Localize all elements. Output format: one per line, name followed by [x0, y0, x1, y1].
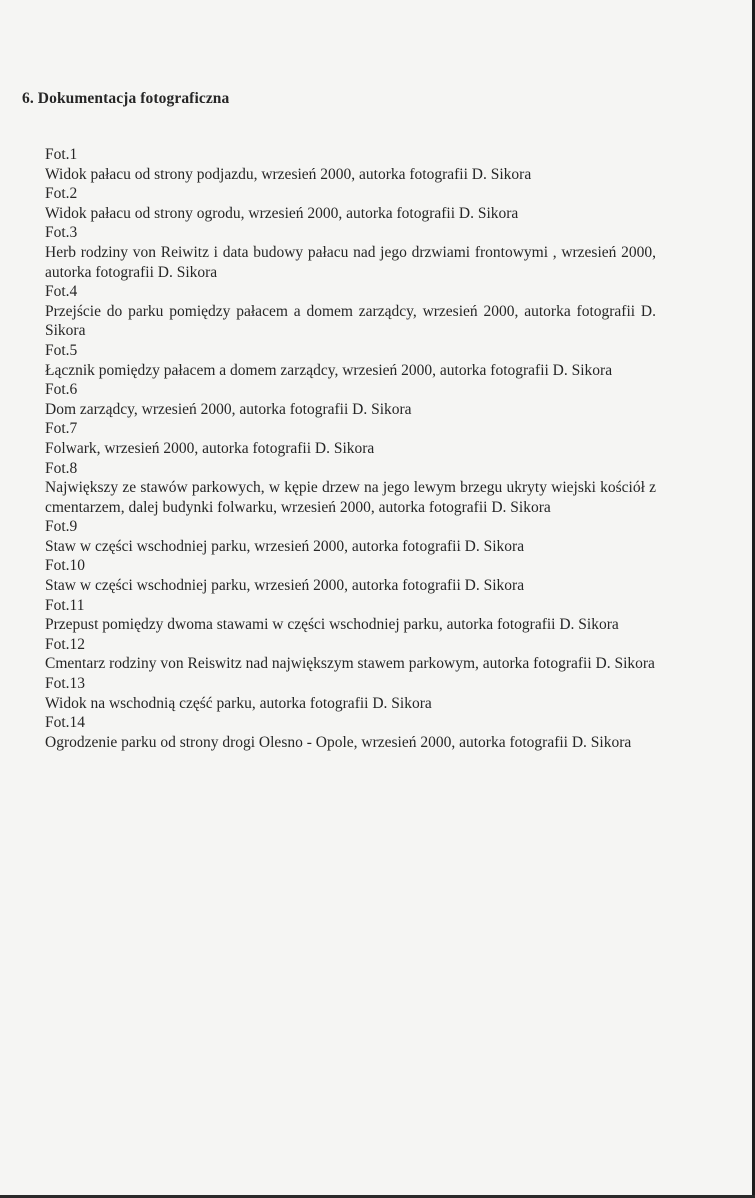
photo-entry-13: [45, 674, 656, 713]
photo-entry-10: [45, 556, 656, 595]
photo-description: Herb rodziny von Reiwitz i data budowy pałacu nad jego drzwiami frontowymi , wrzesień 2000, autorka fotografii D. Sikora: [45, 243, 656, 281]
photo-label: Fot.9: [45, 518, 78, 536]
photo-label: Fot.5: [45, 341, 78, 359]
photo-caption-list: [45, 145, 656, 752]
photo-description: Ogrodzenie parku od strony drogi Olesno - Opole, wrzesień 2000, autorka fotografii D. Sikora: [45, 733, 632, 751]
photo-label: Fot.6: [45, 381, 78, 399]
photo-description: Widok pałacu od strony ogrodu, wrzesień 2000, autorka fotografii D. Sikora: [45, 204, 519, 222]
section-heading: 6. Dokumentacja fotograficzna: [22, 90, 230, 107]
photo-description: Łącznik pomiędzy pałacem a domem zarządcy, wrzesień 2000, autorka fotografii D. Sikora: [45, 361, 613, 379]
photo-entry-3: [45, 223, 656, 282]
photo-label: Fot.4: [45, 283, 78, 301]
photo-description: Dom zarządcy, wrzesień 2000, autorka fotografii D. Sikora: [45, 400, 412, 418]
photo-entry-2: [45, 184, 656, 223]
photo-description: Przejście do parku pomiędzy pałacem a domem zarządcy, wrzesień 2000, autorka fotografii D. Sikora: [45, 302, 656, 340]
photo-entry-6: [45, 380, 656, 419]
photo-entry-8: [45, 459, 656, 518]
photo-entry-4: [45, 282, 656, 341]
photo-label: Fot.8: [45, 459, 78, 477]
photo-label: Fot.1: [45, 146, 78, 163]
photo-entry-11: [45, 596, 656, 635]
photo-entry-9: [45, 517, 656, 556]
photo-label: Fot.13: [45, 675, 86, 693]
photo-label: Fot.7: [45, 420, 78, 438]
photo-label: Fot.11: [45, 596, 85, 614]
photo-entry-12: [45, 635, 656, 674]
photo-description: Widok pałacu od strony podjazdu, wrzesień 2000, autorka fotografii D. Sikora: [45, 165, 532, 183]
photo-label: Fot.10: [45, 557, 86, 575]
photo-description: Największy ze stawów parkowych, w kępie drzew na jego lewym brzegu ukryty wiejski kościół z cmentarzem, dalej budynki folwarku, wrzesień 2000, autorka fotografii D. Sikora: [45, 479, 656, 516]
photo-entry-1: [45, 145, 656, 184]
photo-entry-5: [45, 341, 656, 380]
photo-entry-14: [45, 713, 656, 752]
photo-label: Fot.2: [45, 185, 78, 203]
photo-label: Fot.3: [45, 224, 78, 242]
photo-description: Cmentarz rodziny von Reiswitz nad największym stawem parkowym, autorka fotografii D. Sikora: [45, 655, 655, 673]
photo-description: Folwark, wrzesień 2000, autorka fotografii D. Sikora: [45, 439, 375, 457]
photo-description: Przepust pomiędzy dwoma stawami w części wschodniej parku, autorka fotografii D. Sikora: [45, 616, 619, 634]
photo-description: Widok na wschodnią część parku, autorka fotografii D. Sikora: [45, 694, 432, 712]
photo-label: Fot.12: [45, 635, 86, 653]
photo-description: Staw w części wschodniej parku, wrzesień 2000, autorka fotografii D. Sikora: [45, 537, 525, 555]
photo-label: Fot.14: [45, 714, 86, 732]
photo-entry-7: [45, 419, 656, 458]
photo-description: Staw w części wschodniej parku, wrzesień 2000, autorka fotografii D. Sikora: [45, 577, 525, 595]
